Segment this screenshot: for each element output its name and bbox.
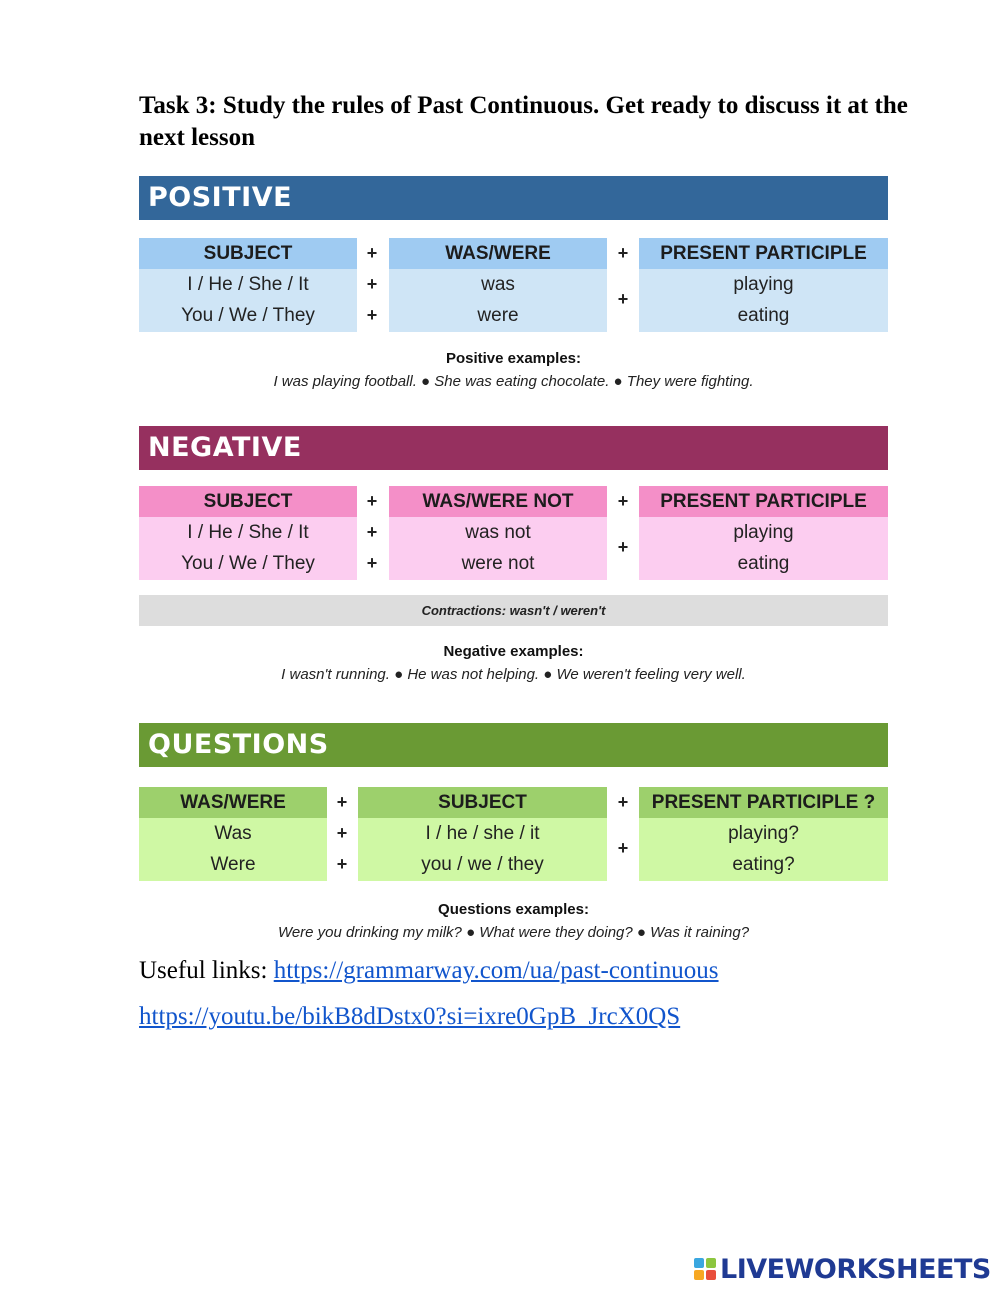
table-cell: You / We / They bbox=[181, 553, 315, 574]
negative-examples-text: I wasn't running. ● He was not helping. ● We weren't feeling very well. bbox=[281, 666, 746, 683]
table-cell: eating? bbox=[732, 854, 795, 875]
negative-header-verb: WAS/WERE NOT bbox=[389, 486, 607, 517]
positive-examples-title: Positive examples: bbox=[445, 350, 582, 367]
positive-banner: POSITIVE bbox=[139, 176, 888, 220]
table-cell: You / We / They bbox=[181, 305, 315, 326]
contractions-bar: Contractions: wasn't / weren't bbox=[139, 595, 888, 626]
useful-links bbox=[139, 957, 719, 985]
questions-examples-text: Were you drinking my milk? ● What were they doing? ● Was it raining? bbox=[277, 924, 750, 941]
questions-col-subject bbox=[358, 787, 607, 881]
table-cell: I / he / she / it bbox=[425, 823, 540, 844]
questions-section bbox=[139, 723, 888, 941]
plus-sign: + bbox=[336, 792, 348, 812]
positive-section bbox=[139, 176, 888, 390]
questions-examples-title: Questions examples: bbox=[438, 901, 589, 918]
plus-sign: + bbox=[366, 553, 378, 573]
table-cell: eating bbox=[737, 305, 790, 326]
plus-sign: + bbox=[366, 274, 378, 294]
positive-header-participle: PRESENT PARTICIPLE bbox=[639, 238, 888, 269]
negative-table bbox=[139, 486, 888, 580]
negative-header-subject: SUBJECT bbox=[139, 486, 357, 517]
negative-examples bbox=[139, 643, 888, 683]
questions-banner: QUESTIONS bbox=[139, 723, 888, 767]
table-cell: was not bbox=[465, 522, 531, 543]
liveworksheets-logo-text: LIVEWORKSHEETS bbox=[720, 1253, 991, 1285]
questions-col-verb bbox=[139, 787, 327, 881]
positive-table bbox=[139, 238, 888, 332]
plus-sign: + bbox=[366, 491, 378, 511]
positive-col-subject bbox=[139, 238, 357, 332]
table-cell: Was bbox=[214, 823, 252, 844]
plus-sign: + bbox=[617, 243, 629, 263]
youtube-link-line bbox=[139, 1003, 680, 1031]
table-cell: I / He / She / It bbox=[187, 274, 309, 295]
negative-banner: NEGATIVE bbox=[139, 426, 888, 470]
table-cell: were bbox=[477, 305, 519, 326]
liveworksheets-logo-icon bbox=[693, 1257, 717, 1281]
plus-sign: + bbox=[617, 289, 629, 309]
task-title: Task 3: Study the rules of Past Continuous. Get ready to discuss it at the next lesson bbox=[139, 92, 908, 151]
positive-header-verb: WAS/WERE bbox=[389, 238, 607, 269]
useful-links-label: Useful links: bbox=[139, 957, 274, 984]
questions-header-participle: PRESENT PARTICIPLE ? bbox=[639, 787, 888, 818]
negative-header-participle: PRESENT PARTICIPLE bbox=[639, 486, 888, 517]
table-cell: eating bbox=[737, 553, 790, 574]
plus-sign: + bbox=[366, 522, 378, 542]
positive-col-verb bbox=[389, 238, 607, 332]
plus-sign: + bbox=[617, 792, 629, 812]
negative-col-subject bbox=[139, 486, 357, 580]
plus-sign: + bbox=[336, 823, 348, 843]
positive-examples-text: I was playing football. ● She was eating chocolate. ● They were fighting. bbox=[273, 373, 754, 390]
table-cell: I / He / She / It bbox=[187, 522, 309, 543]
plus-sign: + bbox=[366, 305, 378, 325]
plus-sign: + bbox=[617, 537, 629, 557]
youtube-link[interactable]: https://youtu.be/bikB8dDstx0?si=ixre0GpB_JrcX0QS bbox=[139, 1003, 681, 1030]
questions-header-subject: SUBJECT bbox=[358, 787, 607, 818]
questions-header-verb: WAS/WERE bbox=[139, 787, 327, 818]
grammarway-link[interactable]: https://grammarway.com/ua/past-continuous bbox=[273, 957, 719, 984]
plus-sign: + bbox=[617, 491, 629, 511]
table-cell: playing bbox=[733, 522, 794, 543]
table-cell: playing bbox=[733, 274, 794, 295]
table-cell: were not bbox=[461, 553, 535, 574]
positive-col-participle bbox=[639, 238, 888, 332]
table-cell: was bbox=[481, 274, 515, 295]
negative-col-participle bbox=[639, 486, 888, 580]
negative-examples-title: Negative examples: bbox=[443, 643, 584, 660]
questions-table bbox=[139, 787, 888, 881]
plus-sign: + bbox=[617, 838, 629, 858]
positive-header-subject: SUBJECT bbox=[139, 238, 357, 269]
table-cell: you / we / they bbox=[421, 854, 544, 875]
liveworksheets-logo bbox=[693, 1254, 991, 1284]
table-cell: Were bbox=[210, 854, 256, 875]
negative-col-verb bbox=[389, 486, 607, 580]
negative-section bbox=[139, 426, 888, 580]
plus-sign: + bbox=[336, 854, 348, 874]
table-cell: playing? bbox=[728, 823, 799, 844]
questions-col-participle bbox=[639, 787, 888, 881]
plus-sign: + bbox=[366, 243, 378, 263]
